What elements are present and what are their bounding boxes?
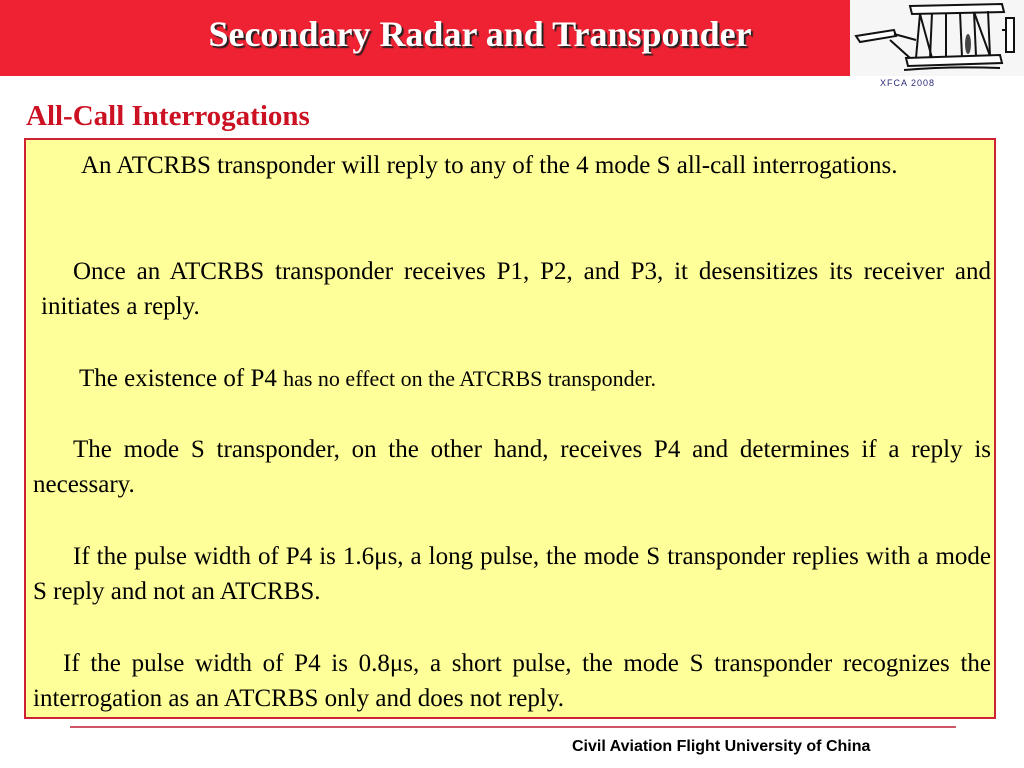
paragraph-4: The mode S transponder, on the other hand, receives P4 and determines if a reply is necessary. — [33, 436, 991, 498]
paragraph-1: An ATCRBS transponder will reply to any of the 4 mode S all-call interrogations. — [81, 152, 898, 179]
content-box — [24, 138, 996, 719]
section-heading: All-Call Interrogations — [26, 100, 310, 132]
logo-panel — [850, 0, 1024, 76]
footer-divider — [70, 726, 956, 728]
slide-title: Secondary Radar and Transponder — [208, 14, 752, 54]
paragraph-3-part-1: The existence of P4 — [79, 365, 277, 392]
paragraph-6: If the pulse width of P4 is 0.8μs, a short pulse, the mode S transponder recognizes the interrogation as an ATCRBS only and does not reply. — [33, 650, 991, 712]
logo-caption: XFCA 2008 — [880, 79, 936, 87]
paragraph-5: If the pulse width of P4 is 1.6μs, a long pulse, the mode S transponder replies with a mode S reply and not an ATCRBS. — [33, 543, 991, 605]
paragraph-3 — [41, 361, 991, 396]
paragraph-3-part-2: has no effect on the ATCRBS transponder. — [283, 366, 657, 391]
paragraph-2: Once an ATCRBS transponder receives P1, P2, and P3, it desensitizes its receiver and initiates a reply. — [41, 258, 991, 320]
footer-institution: Civil Aviation Flight University of China — [572, 738, 871, 755]
biplane-logo-icon — [850, 0, 1024, 76]
